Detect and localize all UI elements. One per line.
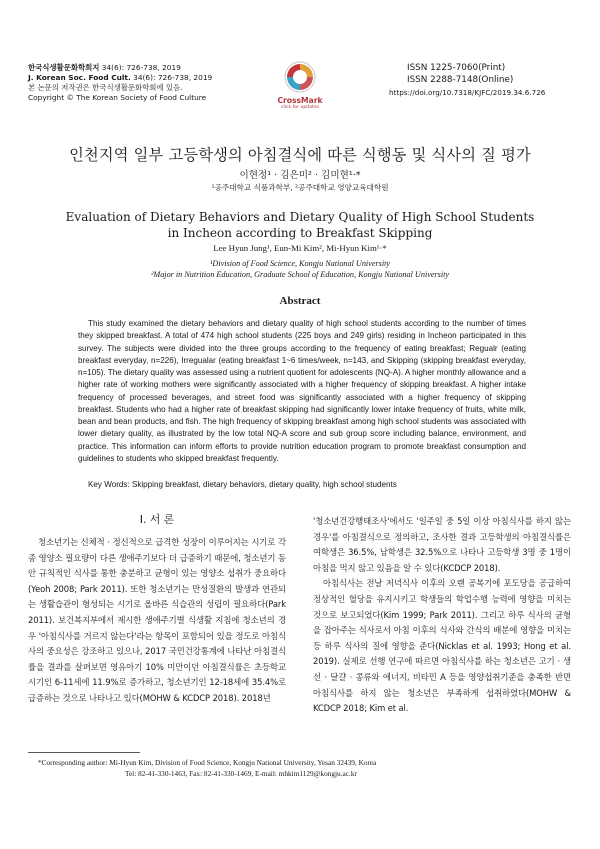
paragraph: '청소년건강행태조사'에서도 '일주일 중 5일 이상 아침식사를 하지 않는 경우'를 아침결식으로 정의하고, 조사한 결과 고등학생의 아침결식률은 여학생은 36.5%, 남학생은 32.5%으로 나타나 고등학생 3명 중 1명이 아침을 먹지 않고 있음을 알 수 있다(KCDCP 2018).: [313, 516, 571, 573]
journal-citation-ko: 34(6): 726-738, 2019: [101, 63, 181, 72]
title-ko: 인천지역 일부 고등학생의 아침결식에 따른 식행동 및 식사의 질 평가: [69, 146, 531, 164]
affiliation-en-2: ²Major in Nutrition Education, Graduate School of Education, Kongju National University: [150, 270, 450, 279]
title-en: [0, 209, 600, 241]
journal-citation-en: 34(6): 726-738, 2019: [133, 73, 213, 82]
crossmark-icon: [283, 60, 317, 94]
abstract-heading: Abstract: [279, 295, 321, 307]
crossmark-label: CrossMark: [277, 96, 323, 105]
crossmark-sub: click for updates: [280, 105, 320, 110]
affiliation-en-1: ¹Division of Food Science, Kongju National University: [209, 259, 391, 268]
authors-ko: 이현정¹ · 김은미² · 김미현¹·*: [239, 170, 361, 181]
doi-link[interactable]: https://doi.org/10.7318/KJFC/2019.34.6.726: [389, 88, 546, 97]
issn-block: [389, 62, 572, 99]
paragraph: 청소년기는 신체적 · 정신적으로 급격한 성장이 이루어지는 시기로 각종 영양소 필요량이 다른 생애주기보다 더 급증하기 때문에, 청소년기 동안 규칙적인 식사를 통한 충분하고 균형이 있는 영양소 섭취가 중요하다(Yeoh 2008; Park 2011). 또한 청소년기는 만성질환의 발생과 연관되는 생활습관이 형성되는 시기로 올바른 식습관의 성립이 필요하다(Park 2011). 보건복지부에서 제시한 생애주기별 식생활 지침에 청소년의 경우 '아침식사를 거르지 않는다'라는 항목이 포함되어 있을 정도로 아침식사의 중요성은 강조하고 있으나, 2017 국민건강통계에 나타난 아침결식률을 결과를 살펴보면 영유아기 10% 미만이던 아침결식률은 초등학교 시기인 6-11세에 11.9%로 증가하고, 청소년기인 12-18세에 35.4%로 급증하는 것으로 나타나고 있다(MOHW & KCDCP 2018). 2018년: [28, 537, 286, 703]
authors-en: Lee Hyun Jung¹, Eun-Mi Kim², Mi-Hyun Kim¹·*: [213, 243, 387, 253]
copyright-en: Copyright © The Korean Society of Food Culture: [28, 93, 207, 102]
crossmark-badge[interactable]: [270, 60, 330, 110]
paragraph: 아침식사는 전날 저녁식사 이후의 오랜 공복기에 포도당을 공급하여 정상적인 혈당을 유지시키고 학생들의 학업수행 능력에 영향을 미치는 것으로 보고되었다(Kim 1999; Park 2011). 그리고 하루 식사의 균형을 잡아주는 식사로서 아침 이후의 식사와 간식의 배분에 영향을 미치는 등 하루 식사의 질에 영향을 준다(Nicklas et al. 1993; Hong et al. 2019). 실제로 선행 연구에 따르면 아침식사를 하는 청소년은 고기 · 생선 · 달걀 · 콩류와 에너지, 비타민 A 등을 영양섭취기준을 충족한 반면 아침식사를 하지 않는 청소년은 부족하게 섭취하였다(MOHW & KCDCP 2018; Kim et al.: [313, 578, 571, 714]
body-right-column: [313, 514, 571, 717]
affiliation-en: [0, 258, 600, 280]
body-left-column: [28, 513, 286, 707]
footnote-divider: [28, 752, 140, 753]
abstract-text: [78, 318, 526, 465]
section-heading: Ⅰ. 서 론: [139, 513, 175, 526]
keywords-list: Skipping breakfast, dietary behaviors, dietary quality, high school students: [131, 480, 397, 489]
footnote-line2: Tel: 82-41-330-1463, Fax: 82-41-330-1469, E-mail: mhkim1129@kongju.ac.kr: [125, 768, 357, 778]
copyright-ko: 본 논문의 저작권은 한국식생활문화학회에 있음.: [28, 83, 183, 92]
journal-header: [28, 63, 288, 103]
abstract-body: This study examined the dietary behaviors and dietary quality of high school students according to the number of times they skipped breakfast. A total of 474 high school students (225 boys and 249 girls) residing in Incheon participated in this survey. The subjects were divided into the three groups according to the frequency of eating breakfast; Regualr (eating breakfast everyday, n=226), Irregualar (eating breakfast 1~6 times/week, n=143, and Skipping (skipping breakfast everyday, n=105). The dietary quality was assessed using a nutrient quotient for adolescents (NQ-A). A higher monthly allowance and a higher rate of working mothers were significantly associated with a higher frequency of skipping breakfast. A higher intake frequency of processed beverages, and street food was significantly associated with a higher frequency of skipping breakfast. Students who had a higher rate of breakfast skipping had significantly lower intake frequency of fruits, white milk, bean and bean products, and fish. The high frequency of skipping breakfast among high school students was associated with lower dietary quality, as illustrated by the low total NQ-A score and sub group score including balance, environment, and practice. This information can inform efforts to provide nutrition education program to promote breakfast consumption and guidelines to students who skipped breakfast frequently.: [78, 319, 526, 463]
title-en-line1: Evaluation of Dietary Behaviors and Dietary Quality of High School Students: [65, 210, 535, 224]
corresponding-author-footnote: [38, 758, 578, 779]
journal-name-en: J. Korean Soc. Food Cult.: [28, 73, 131, 82]
journal-name-ko: 한국식생활문화학회지: [28, 63, 100, 72]
issn-print: ISSN 1225-7060(Print): [407, 63, 506, 73]
keywords: [88, 480, 528, 489]
keywords-label: Key Words:: [88, 480, 130, 489]
issn-online: ISSN 2288-7148(Online): [407, 75, 514, 85]
affiliation-ko: ¹공주대학교 식품과학부, ²공주대학교 영양교육대학원: [211, 183, 389, 192]
title-en-line2: in Incheon according to Breakfast Skipping: [167, 226, 433, 240]
footnote-line1: *Corresponding author: Mi-Hyun Kim, Division of Food Science, Kongju National University, Yesan 32439, Korea: [38, 758, 377, 767]
